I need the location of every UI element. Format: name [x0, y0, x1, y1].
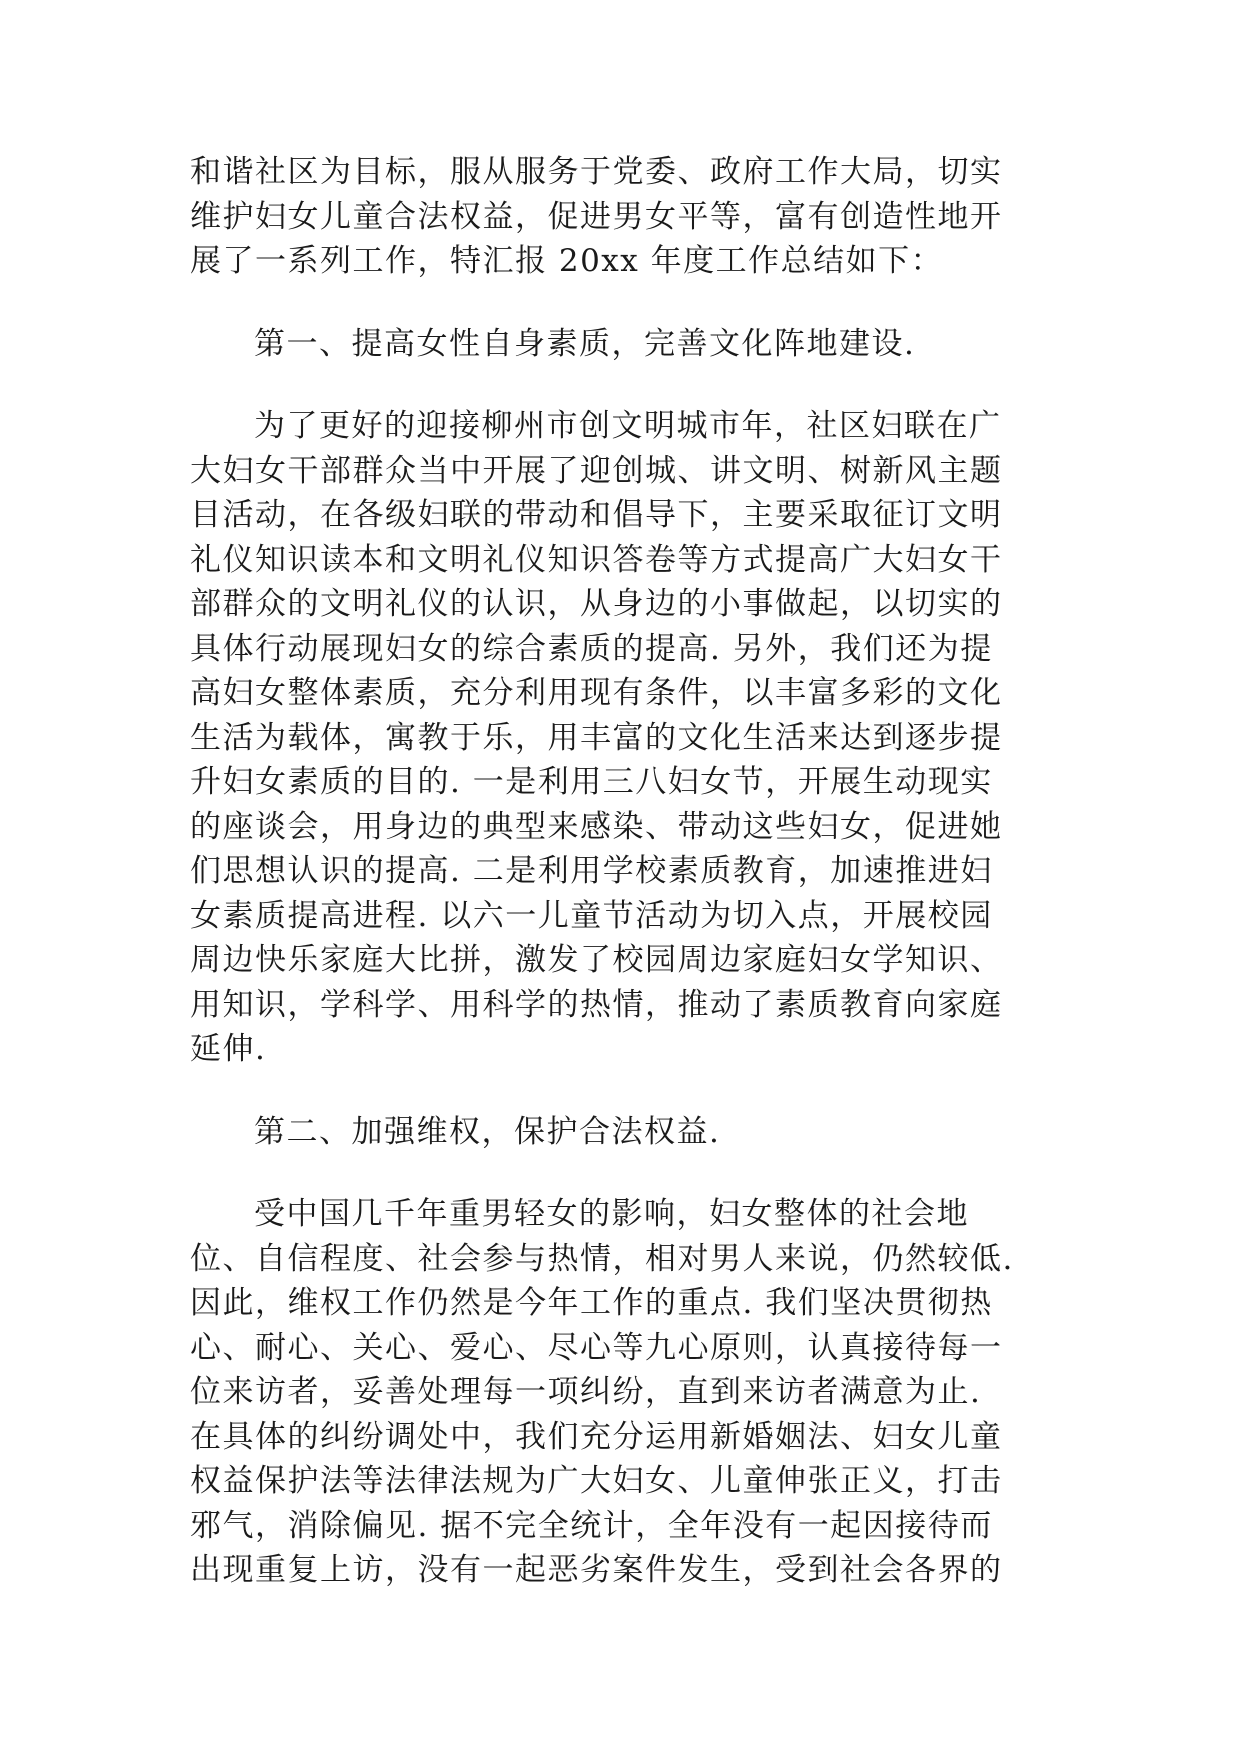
section-heading-2 [190, 1110, 1060, 1155]
paragraph-gap [190, 1154, 1060, 1192]
text-line: 礼仪知识读本和文明礼仪知识答卷等方式提高广大妇女干 [190, 541, 1003, 578]
heading-line: 第二、加强维权，保护合法权益. [254, 1113, 721, 1150]
text-line: 生活为载体，寓教于乐，用丰富的文化生活来达到逐步提 [190, 719, 1003, 756]
text-line: 位、自信程度、社会参与热情，相对男人来说，仍然较低. [190, 1240, 1014, 1277]
text-line: 在具体的纠纷调处中，我们充分运用新婚姻法、妇女儿童 [190, 1418, 1003, 1455]
text-line: 升妇女素质的目的. 一是利用三八妇女节，开展生动现实 [190, 764, 993, 800]
text-line: 位来访者，妥善处理每一项纠纷，直到来访者满意为止. [190, 1374, 982, 1410]
paragraph-section-2 [190, 1192, 1060, 1593]
text-line: 延伸. [190, 1031, 267, 1067]
paragraph-intro [190, 150, 1060, 284]
text-line: 的座谈会，用身边的典型来感染、带动这些妇女，促进她 [190, 808, 1003, 845]
section-heading-1 [190, 322, 1060, 367]
text-line: 大妇女干部群众当中开展了迎创城、讲文明、树新风主题 [190, 452, 1003, 489]
text-line: 维护妇女儿童合法权益，促进男女平等，富有创造性地开 [190, 198, 1003, 235]
text-line: 女素质提高进程. 以六一儿童节活动为切入点，开展校园 [190, 897, 993, 934]
text-line: 心、耐心、关心、爱心、尽心等九心原则，认真接待每一 [190, 1329, 1003, 1366]
text-line: 用知识，学科学、用科学的热情，推动了素质教育向家庭 [190, 986, 1003, 1023]
paragraph-gap [190, 284, 1060, 322]
text-line: 因此，维权工作仍然是今年工作的重点. 我们坚决贯彻热 [190, 1285, 993, 1321]
text-line: 受中国几千年重男轻女的影响，妇女整体的社会地 [254, 1196, 969, 1232]
text-line: 展了一系列工作，特汇报 20xx 年度工作总结如下： [190, 243, 944, 279]
heading-line: 第一、提高女性自身素质，完善文化阵地建设. [254, 325, 916, 362]
text-line: 权益保护法等法律法规为广大妇女、儿童伸张正义，打击 [190, 1463, 1003, 1499]
paragraph-section-1 [190, 404, 1060, 1072]
text-line: 高妇女整体素质，充分利用现有条件，以丰富多彩的文化 [190, 675, 1003, 711]
text-line: 为了更好的迎接柳州市创文明城市年，社区妇联在广 [254, 408, 1002, 444]
text-line: 目活动，在各级妇联的带动和倡导下，主要采取征订文明 [190, 497, 1003, 533]
text-line: 们思想认识的提高. 二是利用学校素质教育，加速推进妇 [190, 853, 993, 889]
text-line: 和谐社区为目标，服从服务于党委、政府工作大局，切实 [190, 154, 1003, 190]
text-line: 具体行动展现妇女的综合素质的提高. 另外，我们还为提 [190, 630, 993, 667]
text-line: 邪气，消除偏见. 据不完全统计，全年没有一起因接待而 [190, 1507, 993, 1544]
paragraph-gap [190, 1072, 1060, 1110]
text-line: 部群众的文明礼仪的认识，从身边的小事做起，以切实的 [190, 586, 1003, 622]
document-body [190, 150, 1060, 1593]
text-line: 周边快乐家庭大比拼，激发了校园周边家庭妇女学知识、 [190, 942, 1003, 978]
text-line: 出现重复上访，没有一起恶劣案件发生，受到社会各界的 [190, 1552, 1003, 1588]
paragraph-gap [190, 366, 1060, 404]
